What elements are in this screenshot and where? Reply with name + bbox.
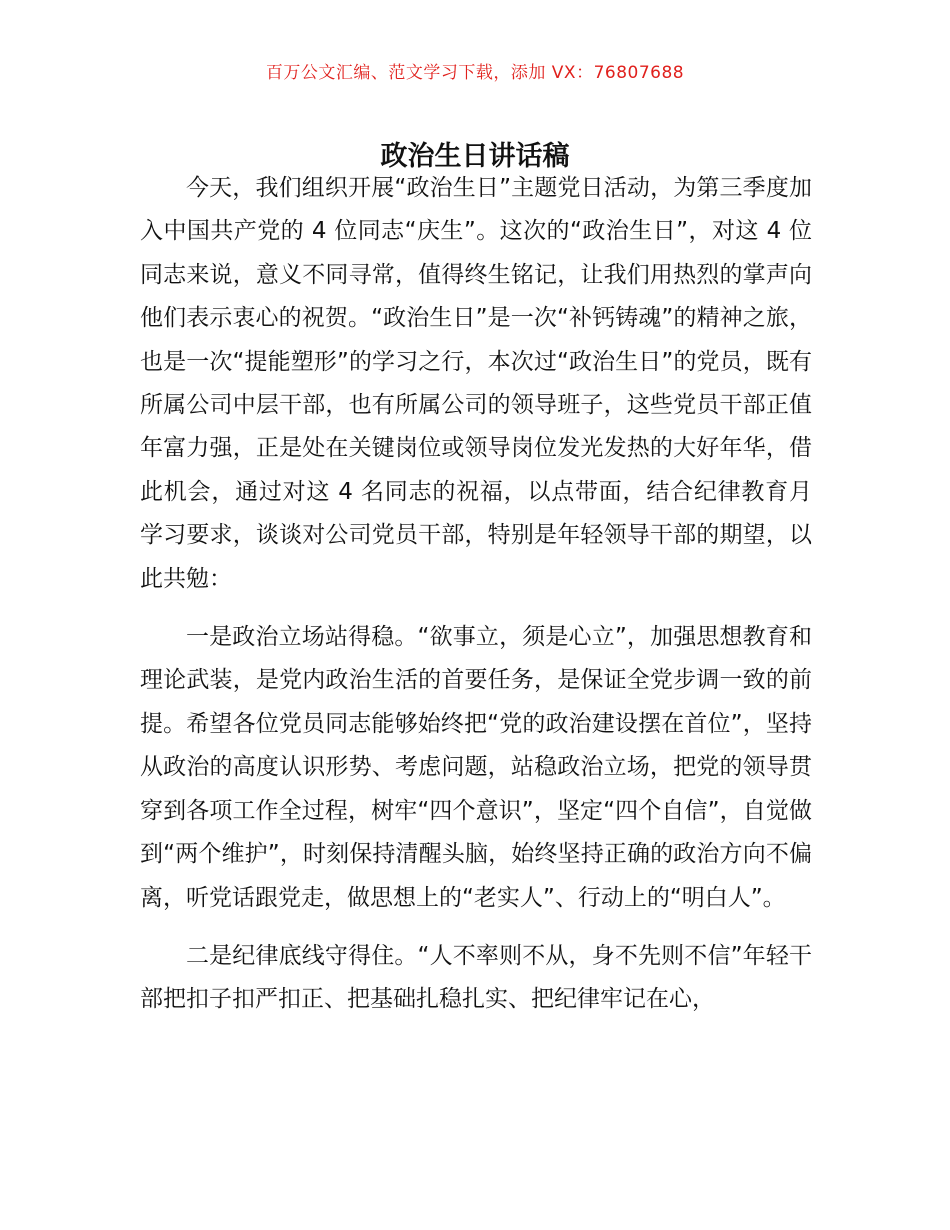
document-title: 政治生日讲话稿 xyxy=(380,141,570,173)
paragraph-point-one: 一是政治立场站得稳。“欲事立，须是心立”，加强思想教育和理论武装，是党内政治生活的首要任务，是保证全党步调一致的前提。希望各位党员同志能够始终把“党的政治建设摆在首位”，坚持从政治的高度认识形势、考虑问题，站稳政治立场，把党的领导贯穿到各项工作全过程，树牢“四个意识”，坚定“四个自信”，自觉做到“两个维护”，时刻保持清醒头脑，始终坚持正确的政治方向不偏离，听党话跟党走，做思想上的“老实人”、行动上的“明白人”。 xyxy=(140,624,812,911)
paragraph-intro: 今天，我们组织开展“政治生日”主题党日活动，为第三季度加入中国共产党的 4 位同志“庆生”。这次的“政治生日”，对这 4 位同志来说，意义不同寻常，值得终生铭记，让我们用热烈的掌声向他们表示衷心的祝贺。“政治生日”是一次“补钙铸魂”的精神之旅，也是一次“提能塑形”的学习之行，本次过“政治生日”的党员，既有所属公司中层干部，也有所属公司的领导班子，这些党员干部正值年富力强，正是处在关键岗位或领导岗位发光发热的大好年华，借此机会，通过对这 4 名同志的祝福，以点带面，结合纪律教育月学习要求，谈谈对公司党员干部，特别是年轻领导干部的期望，以此共勉： xyxy=(140,175,812,592)
paragraph-point-two: 二是纪律底线守得住。“人不率则不从，身不先则不信”年轻干部把扣子扣严扣正、把基础扎稳扎实、把纪律牢记在心， xyxy=(140,942,812,1013)
document-body xyxy=(140,167,812,1022)
header-contact-note: 百万公文汇编、范文学习下载，添加 VX：76807688 xyxy=(265,63,685,83)
